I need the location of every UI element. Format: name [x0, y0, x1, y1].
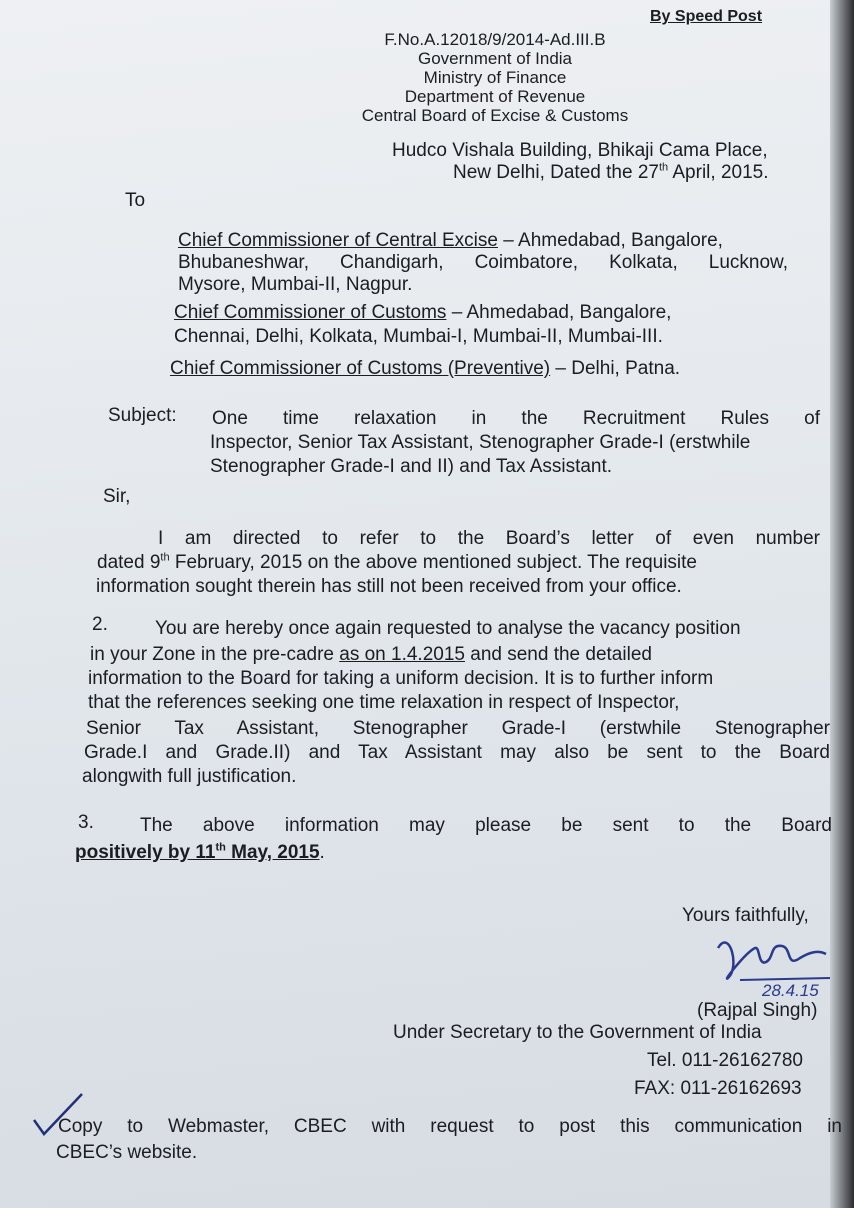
salutation: Sir,	[103, 486, 131, 507]
para2-line-1: You are hereby once again requested to analyse the vacancy position	[155, 618, 741, 639]
recipient-1: Chief Commissioner of Central Excise – Ahmedabad, Bangalore,	[178, 230, 723, 251]
para2-line-2: in your Zone in the pre-cadre as on 1.4.2015 and send the detailed	[90, 644, 652, 665]
para3-line-1: The above information may please be sent to the Board	[140, 815, 832, 836]
para2-line-7: alongwith full justification.	[82, 766, 297, 787]
para3-number: 3.	[78, 812, 94, 833]
org-line-2: Ministry of Finance	[423, 68, 567, 87]
para1-line-1: I am directed to refer to the Board’s letter of even number	[158, 528, 820, 549]
subject-line-1: One time relaxation in the Recruitment Rules of	[212, 408, 820, 429]
subject-label: Subject:	[108, 405, 177, 426]
address-line-1: Hudco Vishala Building, Bhikaji Cama Place,	[392, 140, 768, 161]
para2-line-5: Senior Tax Assistant, Stenographer Grade-I (erstwhile Stenographer	[86, 718, 830, 739]
signature-date: 28.4.15	[762, 981, 819, 998]
signatory-designation: Under Secretary to the Government of India	[393, 1022, 762, 1043]
subject-line-3: Stenographer Grade-I and II) and Tax Assistant.	[210, 456, 613, 477]
para2-line-3: information to the Board for taking a uniform decision. It is to further inform	[88, 668, 714, 689]
letterhead	[330, 30, 660, 125]
para3-line-2: positively by 11th May, 2015.	[75, 841, 325, 863]
recipient-3: Chief Commissioner of Customs (Preventive) – Delhi, Patna.	[170, 358, 681, 379]
para2-line-6: Grade.I and Grade.II) and Tax Assistant may also be sent to the Board	[84, 742, 830, 763]
recipient-2-line-2: Chennai, Delhi, Kolkata, Mumbai-I, Mumbai-II, Mumbai-III.	[174, 326, 663, 347]
speed-post-label: By Speed Post	[650, 8, 763, 25]
fax: FAX: 011-26162693	[634, 1078, 802, 1099]
copy-line-2: CBEC’s website.	[56, 1142, 198, 1163]
date-line: New Delhi, Dated the 27th April, 2015.	[453, 161, 769, 183]
file-number: F.No.A.12018/9/2014-Ad.III.B	[384, 30, 606, 49]
to-label: To	[125, 190, 146, 211]
recipient-1-line-3: Mysore, Mumbai-II, Nagpur.	[178, 274, 413, 295]
para1-line-2: dated 9th February, 2015 on the above mentioned subject. The requisite	[97, 551, 698, 573]
telephone: Tel. 011-26162780	[647, 1050, 803, 1071]
para1-line-3: information sought therein has still not been received from your office.	[96, 576, 682, 597]
recipient-2: Chief Commissioner of Customs – Ahmedabad, Bangalore,	[174, 302, 672, 323]
subject-line-2: Inspector, Senior Tax Assistant, Stenographer Grade-I (erstwhile	[210, 432, 751, 453]
yours-faithfully: Yours faithfully,	[682, 905, 809, 926]
signatory-name: (Rajpal Singh)	[697, 1000, 818, 1021]
signature-image	[700, 918, 854, 998]
page-shadow-edge	[830, 0, 854, 1208]
copy-line-1: Copy to Webmaster, CBEC with request to post this communication in	[58, 1116, 842, 1137]
para2-line-4: that the references seeking one time relaxation in respect of Inspector,	[88, 692, 680, 713]
org-line-1: Government of India	[417, 49, 573, 68]
recipient-1-line-2: Bhubaneshwar, Chandigarh, Coimbatore, Kolkata, Lucknow,	[178, 252, 788, 273]
para2-number: 2.	[92, 614, 108, 635]
org-line-4: Central Board of Excise & Customs	[361, 106, 629, 125]
org-line-3: Department of Revenue	[404, 87, 586, 106]
